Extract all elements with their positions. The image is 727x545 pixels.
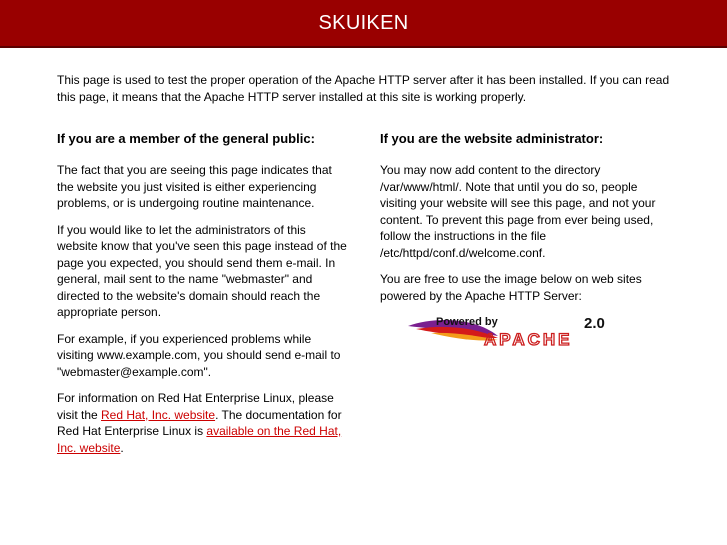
columns xyxy=(57,131,670,466)
header-banner xyxy=(0,0,727,48)
powered-by-apache-badge xyxy=(380,314,670,353)
rhel-text-middle: . The documentation for Red Hat Enterprise Linux is xyxy=(57,407,342,438)
admin-column xyxy=(380,131,670,466)
redhat-docs-link[interactable]: available on the Red Hat, Inc. website xyxy=(57,424,342,455)
public-heading: If you are a member of the general public: xyxy=(57,131,315,146)
rhel-text-after: . xyxy=(120,440,124,455)
public-paragraph-1: The fact that you are seeing this page indicates that the website you just visited is either experiencing problems, or is undergoing routine maintenance. xyxy=(57,163,332,210)
version-label: 2.0 xyxy=(584,315,605,332)
redhat-website-link[interactable]: Red Hat, Inc. website xyxy=(101,407,216,422)
apache-wordmark: APACHE xyxy=(484,330,573,348)
public-paragraph-3: For example, if you experienced problems while visiting www.example.com, you should send e-mail to "webmaster@example.com". xyxy=(57,331,341,379)
public-column xyxy=(57,131,347,466)
powered-by-apache-logo xyxy=(406,314,638,348)
page-title: SKUIKEN xyxy=(318,11,409,34)
main-content xyxy=(0,48,727,466)
admin-paragraph-2: You are free to use the image below on web sites powered by the Apache HTTP Server: xyxy=(380,272,642,303)
rhel-text-before: For information on Red Hat Enterprise Linux, please visit the xyxy=(57,391,334,422)
intro-text: This page is used to test the proper operation of the Apache HTTP server after it has been installed. If you can read this page, it means that the Apache HTTP server installed at this site is working properly. xyxy=(57,73,670,104)
public-paragraph-2: If you would like to let the administrators of this website know that you've seen this page instead of the page you expected, you should send them e-mail. In general, mail sent to the name "webmaster" and directed to the website's domain should reach the appropriate person. xyxy=(57,222,347,319)
admin-paragraph-1: You may now add content to the directory /var/www/html/. Note that until you do so, people visiting your website will see this page, and not your content. To prevent this page from ever being used, follow the instructions in the file /etc/httpd/conf.d/welcome.conf. xyxy=(380,163,656,260)
public-paragraph-4 xyxy=(57,390,347,456)
powered-by-label: Powered by xyxy=(436,316,498,328)
admin-heading: If you are the website administrator: xyxy=(380,131,604,146)
